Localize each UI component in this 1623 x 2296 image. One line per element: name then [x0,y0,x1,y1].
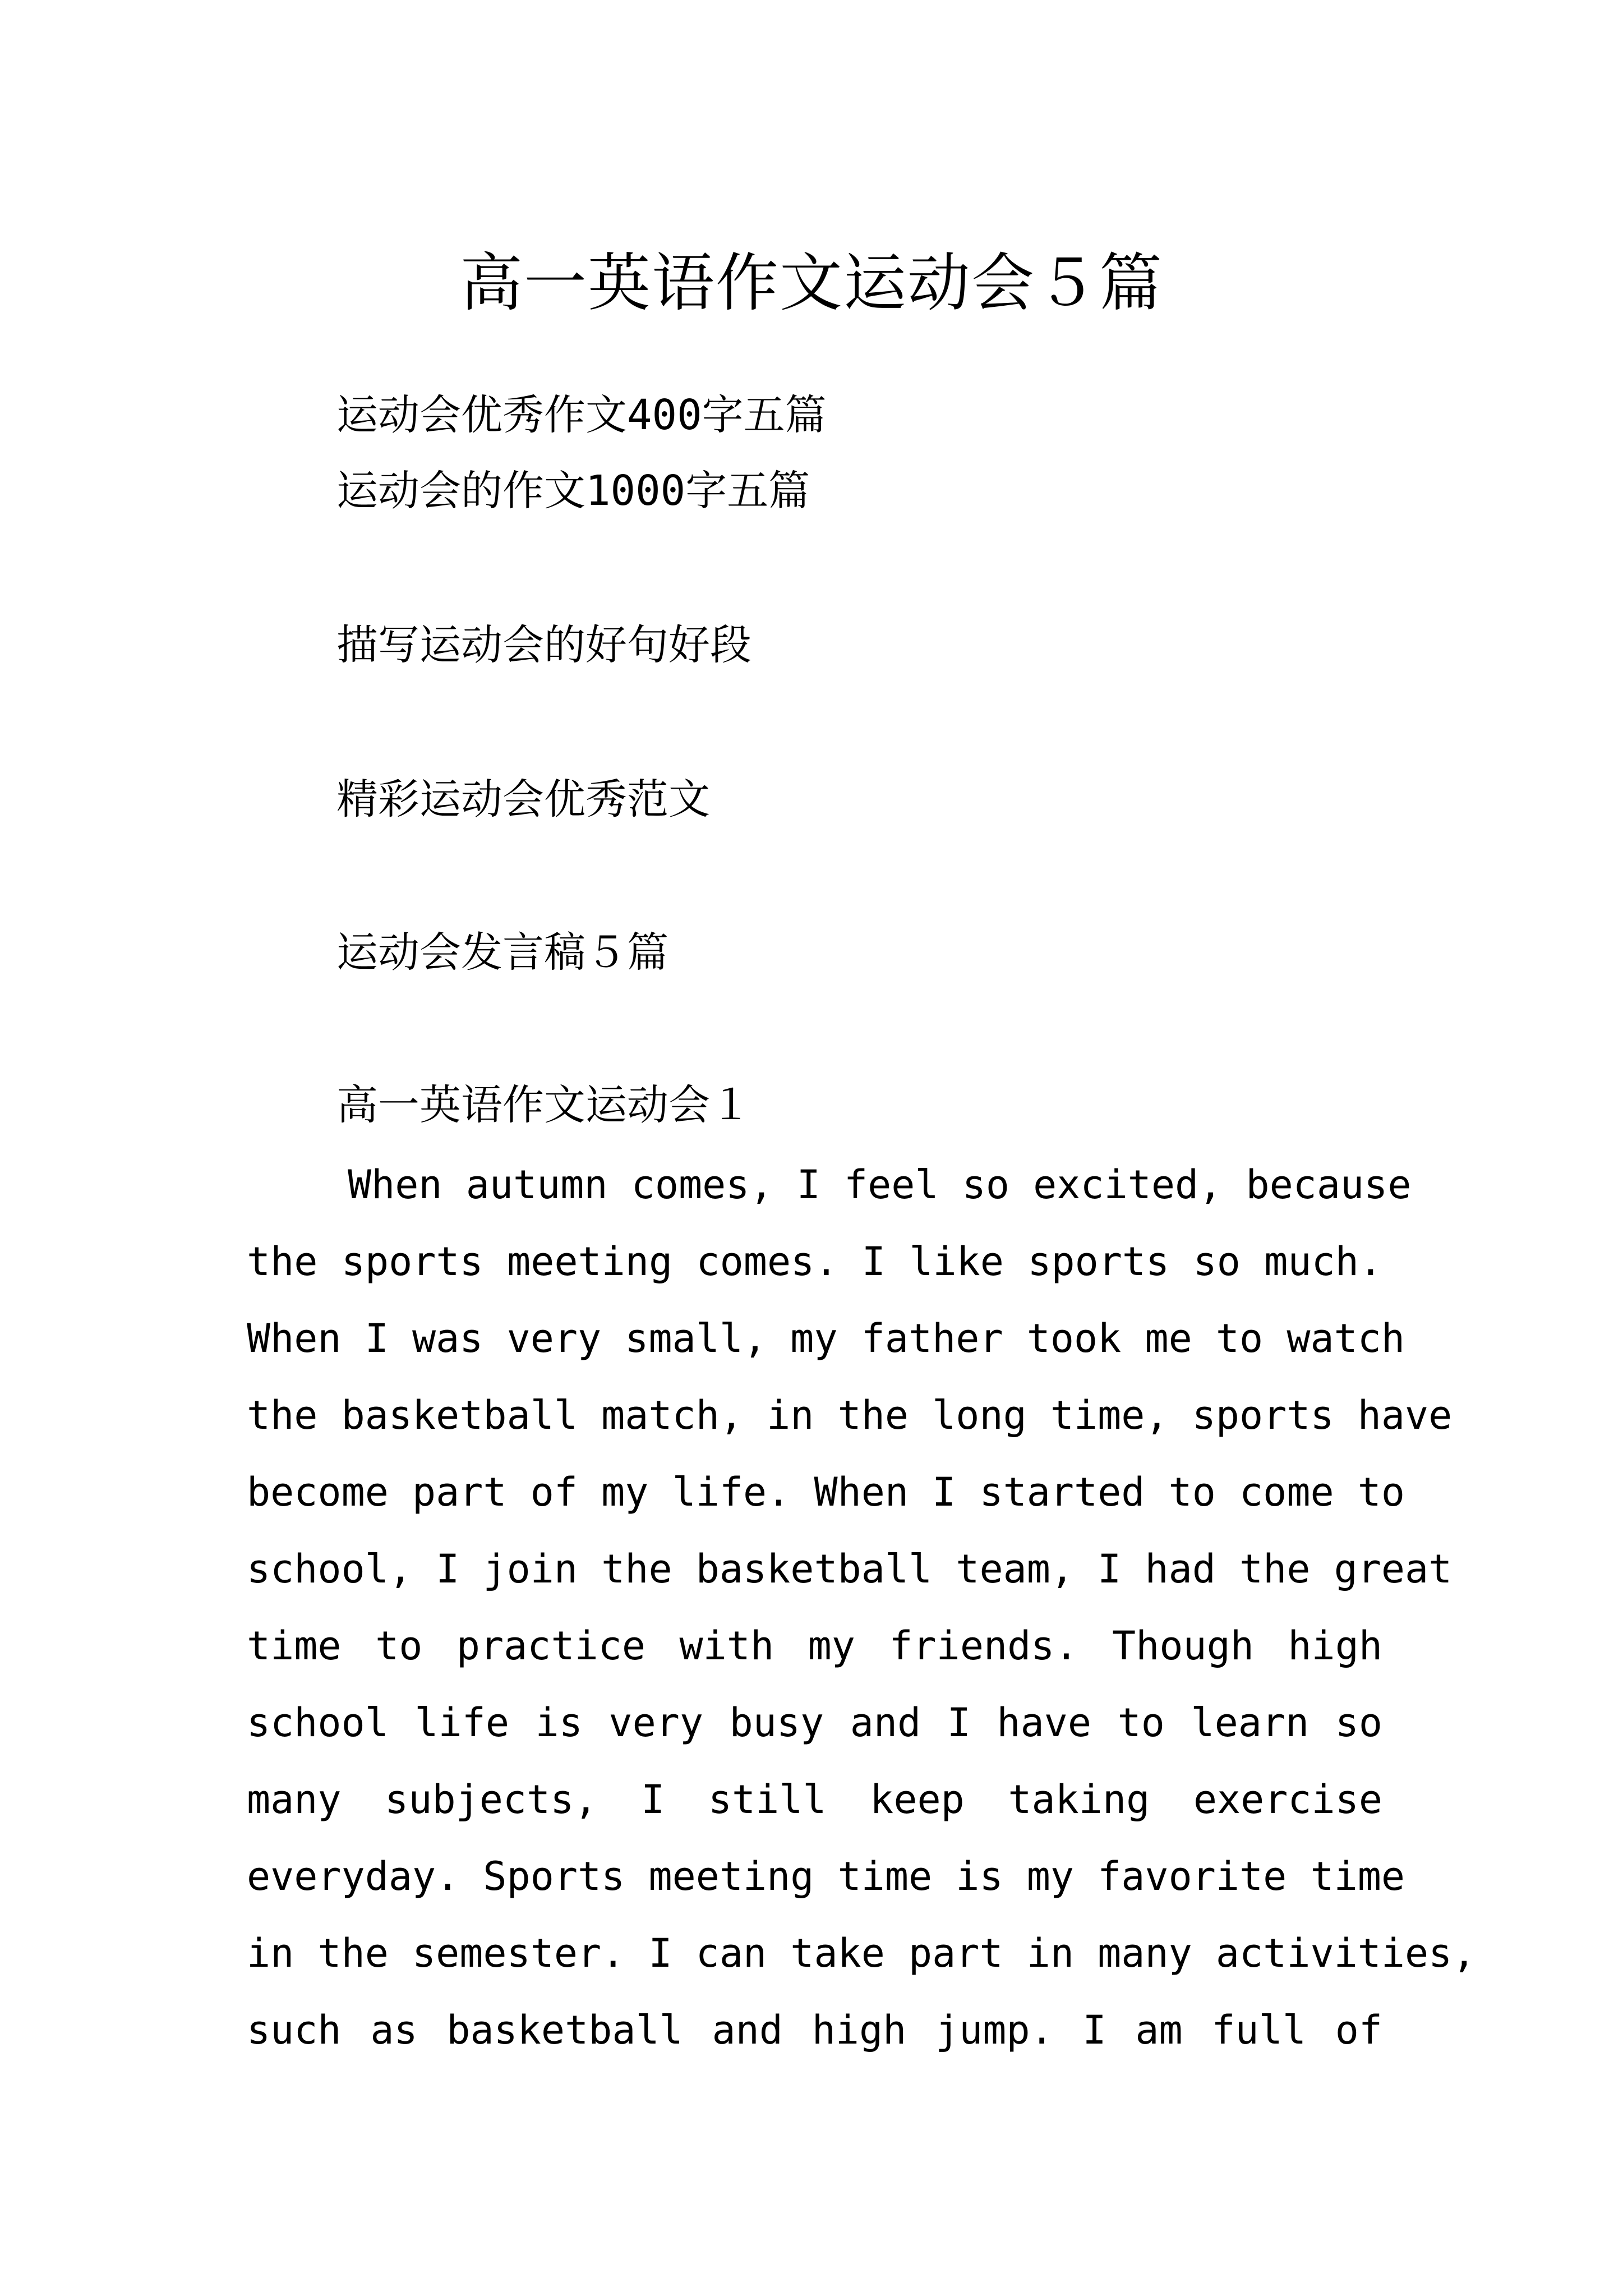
essay-line: the sports meeting comes. I like sports so much. [247,1239,1382,1285]
essay-line: many subjects, I still keep taking exercise [247,1777,1382,1823]
essay-line: such as basketball and high jump. I am full of [247,2007,1382,2053]
related-link-4[interactable]: 精彩运动会优秀范文 [336,775,710,823]
essay-line: school, I join the basketball team, I had the great [247,1546,1453,1592]
essay-line: become part of my life. When I started to come to [247,1469,1405,1515]
essay-line: the basketball match, in the long time, sports have [247,1392,1453,1438]
essay-line: in the semester. I can take part in many activities, [247,1930,1476,1976]
essay-line: When I was very small, my father took me to watch [247,1315,1405,1361]
essay-line: time to practice with my friends. Though high [247,1623,1382,1669]
essay-line: school life is very busy and I have to learn so [247,1700,1382,1746]
related-link-5[interactable]: 运动会发言稿５篇 [336,928,668,977]
related-link-1[interactable]: 运动会优秀作文400字五篇 [336,391,827,439]
essay-body [247,1157,1476,2079]
related-link-3[interactable]: 描写运动会的好句好段 [336,621,751,669]
essay-line: When autumn comes, I feel so excited, because [348,1162,1412,1208]
essay-heading: 高一英语作文运动会１ [336,1081,751,1129]
essay-line: everyday. Sports meeting time is my favorite time [247,1853,1405,1899]
document-title: 高一英语作文运动会５篇 [460,247,1163,320]
related-link-2[interactable]: 运动会的作文1000字五篇 [336,467,810,515]
